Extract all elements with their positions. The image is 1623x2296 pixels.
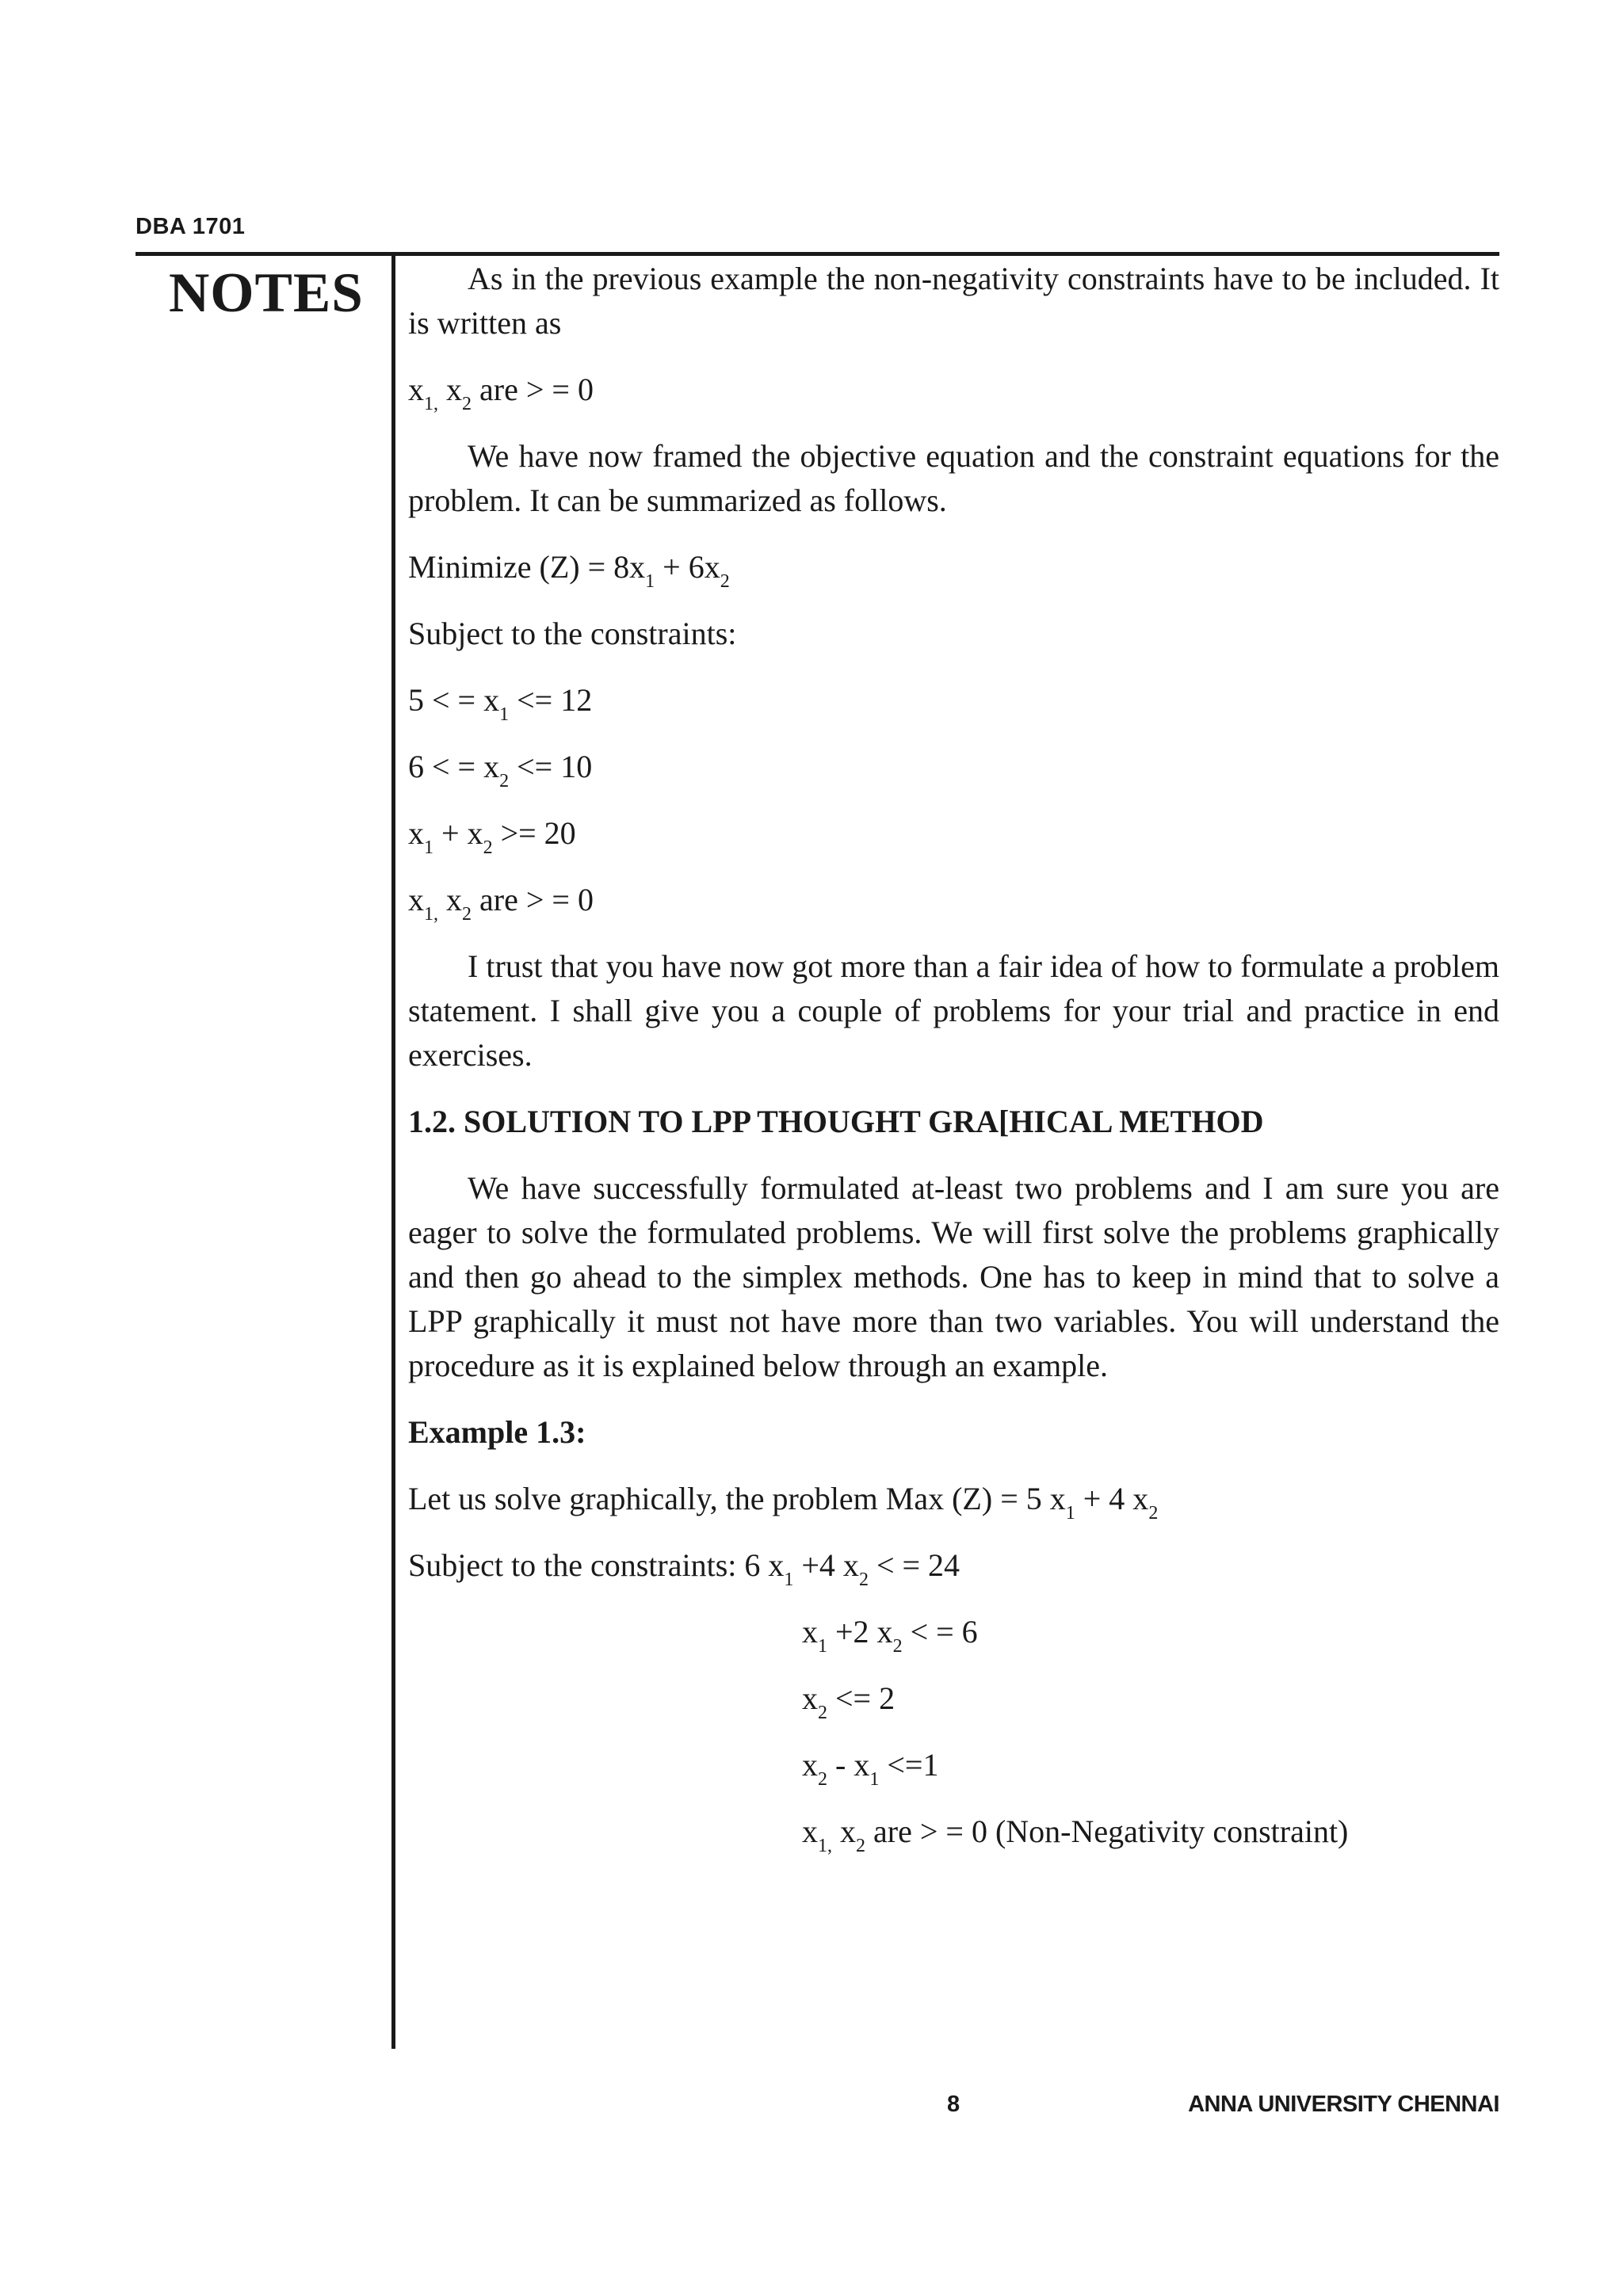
example-constraint-4: $x_2 - x_1 <=1$ — [802, 1747, 939, 1790]
margin-rule — [391, 252, 395, 2049]
page-number: 8 — [947, 2092, 960, 2117]
paragraph-trust: I trust that you have now got more than a fair idea of how to formulate a problem statement. I shall give you a couple of problems for your trial and practice in end exercises. — [408, 948, 1499, 1073]
constraint-1: 5 < = $x_1 <= 12$ — [408, 682, 593, 725]
example-constraint-3: $x_2 <= 2$ — [802, 1680, 896, 1723]
example-heading: Example 1.3: — [408, 1414, 586, 1450]
course-code: DBA 1701 — [136, 214, 246, 239]
example-constraint-2: $x_1 +2$ $x_2$ < = 6 — [802, 1614, 978, 1657]
header-rule — [136, 252, 1499, 256]
section-heading: 1.2. SOLUTION TO LPP THOUGHT GRA[HICAL METHOD — [408, 1104, 1264, 1139]
notes-margin-label: NOTES — [169, 262, 364, 324]
constraint-2: 6 < = $x_2 <= 10$ — [408, 749, 593, 791]
constraint-3: $x_1 + x_2 >= 20$ — [408, 815, 576, 858]
objective-function: Minimize $(Z) = 8x_1 + 6x_2$ — [408, 549, 730, 592]
university-name: ANNA UNIVERSITY CHENNAI — [1188, 2092, 1499, 2117]
example-nonnegativity-constraint: $x_{1,}$ $x_2$ are > = 0 (Non-Negativity constraint) — [802, 1814, 1349, 1856]
example-constraint-1: Subject to the constraints: 6 $x_1 +4$ $x_2$ < = 24 — [408, 1547, 960, 1590]
nonnegativity-constraint: $x_{1,}$ $x_2$ are > = 0 — [408, 372, 594, 414]
subject-to-label: Subject to the constraints: — [408, 616, 737, 651]
paragraph-graphical-intro: We have successfully formulated at-least two problems and I am sure you are eager to solve the formulated problems. We will first solve the problems graphically and then go ahead to the simplex methods. One has to keep in mind that to solve a LPP graphically it must not have more than two variables. You will understand the procedure as it is explained below through an example. — [408, 1170, 1499, 1383]
nonnegativity-constraint-2: $x_{1,}$ $x_2$ are > = 0 — [408, 882, 594, 925]
paragraph-nonnegativity-intro: As in the previous example the non-negativity constraints have to be included. It is written as — [408, 261, 1499, 341]
example-objective: Let us solve graphically, the problem Max (Z) = 5 $x_1 + 4$ $x_2$ — [408, 1481, 1159, 1524]
page-content — [408, 257, 1499, 1876]
paragraph-summary-intro: We have now framed the objective equation and the constraint equations for the problem. It can be summarized as follows. — [408, 438, 1499, 518]
